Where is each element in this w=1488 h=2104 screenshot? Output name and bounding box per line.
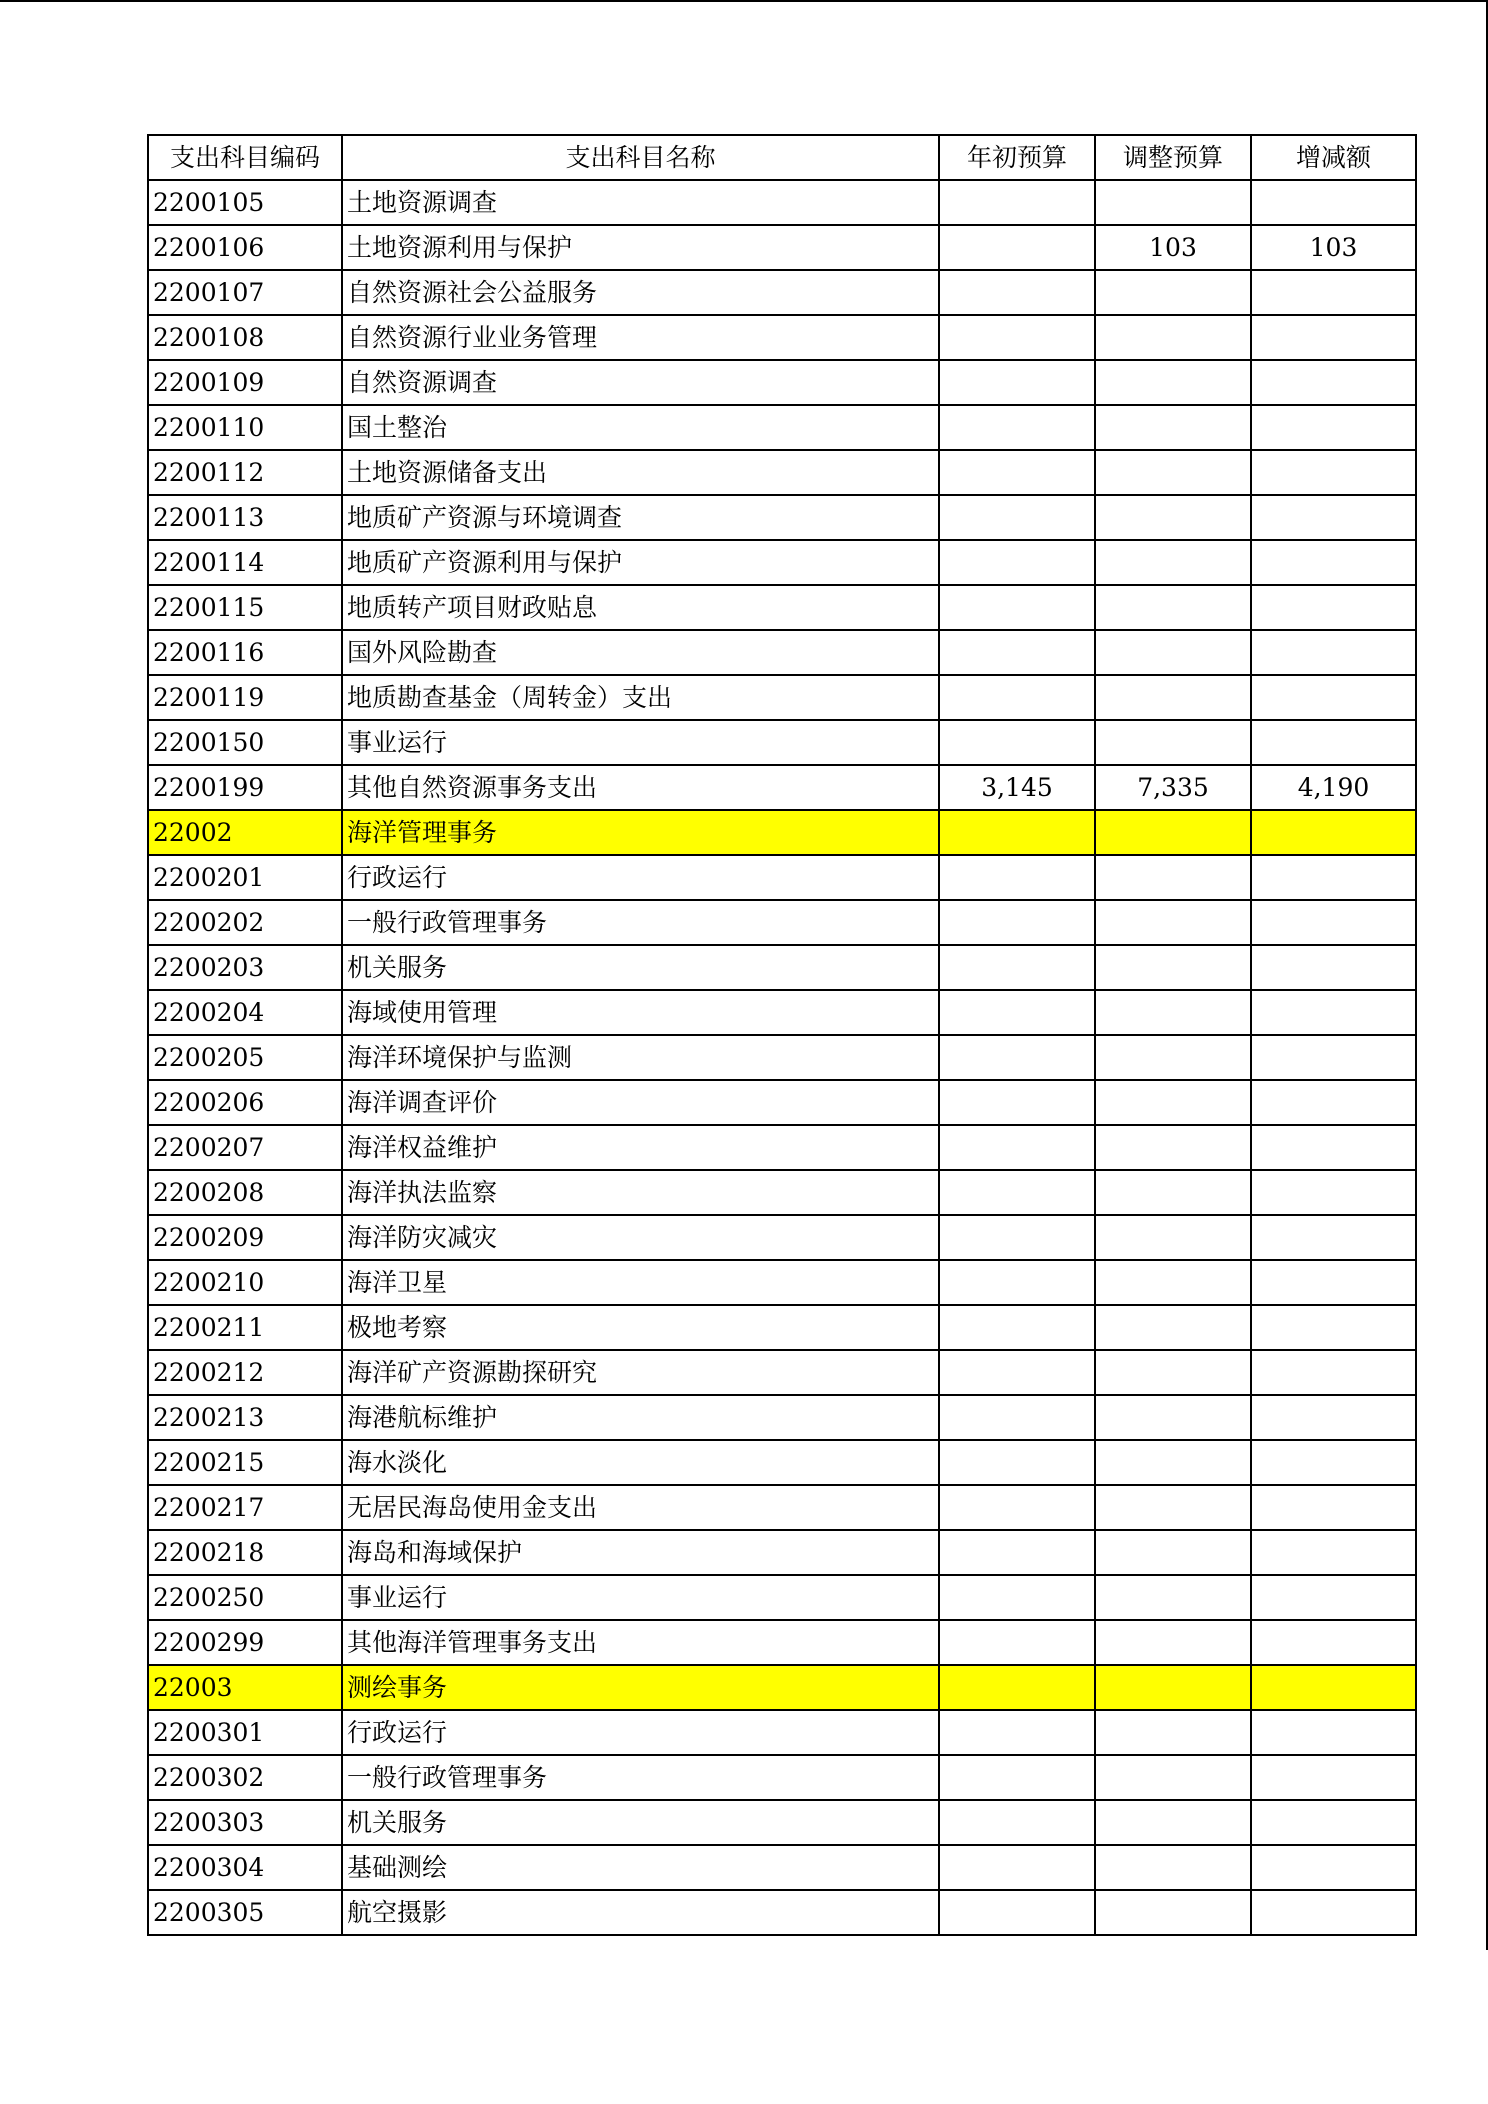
table-row xyxy=(148,855,1416,900)
cell-initial-budget xyxy=(939,1665,1095,1710)
cell-change xyxy=(1251,180,1416,225)
cell-change xyxy=(1251,585,1416,630)
table-row xyxy=(148,1575,1416,1620)
cell-code: 2200199 xyxy=(148,765,342,810)
table-row xyxy=(148,270,1416,315)
cell-change xyxy=(1251,1440,1416,1485)
cell-name: 海岛和海域保护 xyxy=(342,1530,939,1575)
cell-initial-budget xyxy=(939,855,1095,900)
cell-name: 地质转产项目财政贴息 xyxy=(342,585,939,630)
cell-name: 地质勘查基金（周转金）支出 xyxy=(342,675,939,720)
cell-code: 2200108 xyxy=(148,315,342,360)
cell-change xyxy=(1251,1710,1416,1755)
cell-adjusted-budget xyxy=(1095,1845,1251,1890)
cell-initial-budget xyxy=(939,720,1095,765)
table-row xyxy=(148,495,1416,540)
cell-name: 国外风险勘查 xyxy=(342,630,939,675)
table-row xyxy=(148,1035,1416,1080)
cell-adjusted-budget xyxy=(1095,180,1251,225)
cell-code: 2200213 xyxy=(148,1395,342,1440)
cell-initial-budget xyxy=(939,1125,1095,1170)
cell-adjusted-budget xyxy=(1095,270,1251,315)
cell-initial-budget xyxy=(939,1260,1095,1305)
cell-adjusted-budget xyxy=(1095,450,1251,495)
cell-code: 2200303 xyxy=(148,1800,342,1845)
cell-change xyxy=(1251,1170,1416,1215)
cell-initial-budget xyxy=(939,1215,1095,1260)
cell-initial-budget xyxy=(939,360,1095,405)
table-row xyxy=(148,990,1416,1035)
cell-adjusted-budget xyxy=(1095,900,1251,945)
cell-name: 海洋调查评价 xyxy=(342,1080,939,1125)
cell-name: 海洋环境保护与监测 xyxy=(342,1035,939,1080)
table-row xyxy=(148,1260,1416,1305)
table-row xyxy=(148,360,1416,405)
table-row xyxy=(148,1710,1416,1755)
cell-initial-budget xyxy=(939,810,1095,855)
cell-initial-budget xyxy=(939,630,1095,675)
cell-change xyxy=(1251,1620,1416,1665)
cell-code: 2200211 xyxy=(148,1305,342,1350)
header-name: 支出科目名称 xyxy=(342,135,939,180)
cell-change xyxy=(1251,1395,1416,1440)
cell-name: 自然资源调查 xyxy=(342,360,939,405)
cell-initial-budget xyxy=(939,1890,1095,1935)
cell-change xyxy=(1251,675,1416,720)
cell-change xyxy=(1251,855,1416,900)
page-right-border xyxy=(1484,0,1488,1950)
cell-adjusted-budget xyxy=(1095,1800,1251,1845)
cell-name: 一般行政管理事务 xyxy=(342,900,939,945)
cell-initial-budget xyxy=(939,1350,1095,1395)
cell-adjusted-budget xyxy=(1095,1620,1251,1665)
cell-code: 2200205 xyxy=(148,1035,342,1080)
cell-initial-budget xyxy=(939,180,1095,225)
cell-code: 2200208 xyxy=(148,1170,342,1215)
cell-initial-budget xyxy=(939,1710,1095,1755)
cell-change xyxy=(1251,1035,1416,1080)
table-row xyxy=(148,675,1416,720)
cell-change xyxy=(1251,1665,1416,1710)
cell-change xyxy=(1251,315,1416,360)
cell-change xyxy=(1251,810,1416,855)
cell-name: 其他海洋管理事务支出 xyxy=(342,1620,939,1665)
cell-change: 103 xyxy=(1251,225,1416,270)
cell-adjusted-budget xyxy=(1095,1215,1251,1260)
cell-adjusted-budget xyxy=(1095,1665,1251,1710)
cell-code: 2200304 xyxy=(148,1845,342,1890)
cell-name: 无居民海岛使用金支出 xyxy=(342,1485,939,1530)
cell-name: 土地资源调查 xyxy=(342,180,939,225)
cell-name: 极地考察 xyxy=(342,1305,939,1350)
table-row xyxy=(148,1395,1416,1440)
cell-adjusted-budget xyxy=(1095,1170,1251,1215)
cell-name: 航空摄影 xyxy=(342,1890,939,1935)
cell-name: 事业运行 xyxy=(342,720,939,765)
table-body xyxy=(148,180,1416,1935)
cell-adjusted-budget xyxy=(1095,495,1251,540)
cell-name: 海水淡化 xyxy=(342,1440,939,1485)
cell-initial-budget xyxy=(939,315,1095,360)
cell-change xyxy=(1251,360,1416,405)
cell-change xyxy=(1251,1260,1416,1305)
cell-name: 国土整治 xyxy=(342,405,939,450)
cell-code: 2200250 xyxy=(148,1575,342,1620)
cell-change xyxy=(1251,270,1416,315)
cell-change xyxy=(1251,540,1416,585)
cell-code: 2200109 xyxy=(148,360,342,405)
cell-name: 行政运行 xyxy=(342,1710,939,1755)
cell-adjusted-budget xyxy=(1095,1440,1251,1485)
cell-code: 2200206 xyxy=(148,1080,342,1125)
cell-change xyxy=(1251,1530,1416,1575)
cell-code: 2200215 xyxy=(148,1440,342,1485)
cell-code: 2200209 xyxy=(148,1215,342,1260)
cell-change xyxy=(1251,1305,1416,1350)
table-row xyxy=(148,1485,1416,1530)
cell-initial-budget xyxy=(939,990,1095,1035)
cell-code: 2200202 xyxy=(148,900,342,945)
table-row xyxy=(148,1215,1416,1260)
cell-adjusted-budget xyxy=(1095,405,1251,450)
table-row xyxy=(148,225,1416,270)
cell-code: 2200299 xyxy=(148,1620,342,1665)
cell-name: 海洋执法监察 xyxy=(342,1170,939,1215)
table-row xyxy=(148,900,1416,945)
cell-name: 海域使用管理 xyxy=(342,990,939,1035)
cell-code: 22002 xyxy=(148,810,342,855)
cell-initial-budget xyxy=(939,1800,1095,1845)
table-row xyxy=(148,1350,1416,1395)
cell-adjusted-budget xyxy=(1095,540,1251,585)
cell-adjusted-budget xyxy=(1095,1530,1251,1575)
cell-change xyxy=(1251,1575,1416,1620)
cell-name: 海洋权益维护 xyxy=(342,1125,939,1170)
cell-adjusted-budget xyxy=(1095,810,1251,855)
cell-adjusted-budget xyxy=(1095,1485,1251,1530)
header-row xyxy=(148,135,1416,180)
cell-code: 2200217 xyxy=(148,1485,342,1530)
cell-initial-budget xyxy=(939,1755,1095,1800)
cell-code: 2200119 xyxy=(148,675,342,720)
cell-change: 4,190 xyxy=(1251,765,1416,810)
cell-code: 2200107 xyxy=(148,270,342,315)
table-row xyxy=(148,1800,1416,1845)
cell-initial-budget xyxy=(939,585,1095,630)
cell-code: 2200203 xyxy=(148,945,342,990)
cell-name: 海港航标维护 xyxy=(342,1395,939,1440)
table-row xyxy=(148,1890,1416,1935)
cell-initial-budget xyxy=(939,1305,1095,1350)
cell-change xyxy=(1251,720,1416,765)
cell-adjusted-budget xyxy=(1095,720,1251,765)
cell-name: 海洋卫星 xyxy=(342,1260,939,1305)
table-row xyxy=(148,1125,1416,1170)
cell-initial-budget xyxy=(939,900,1095,945)
cell-adjusted-budget xyxy=(1095,1755,1251,1800)
cell-initial-budget xyxy=(939,1035,1095,1080)
cell-adjusted-budget xyxy=(1095,1260,1251,1305)
cell-adjusted-budget xyxy=(1095,1305,1251,1350)
cell-code: 2200110 xyxy=(148,405,342,450)
cell-change xyxy=(1251,1890,1416,1935)
table-row xyxy=(148,1080,1416,1125)
cell-initial-budget xyxy=(939,405,1095,450)
cell-code: 2200115 xyxy=(148,585,342,630)
cell-code: 2200210 xyxy=(148,1260,342,1305)
cell-change xyxy=(1251,1755,1416,1800)
cell-change xyxy=(1251,990,1416,1035)
cell-change xyxy=(1251,945,1416,990)
cell-adjusted-budget xyxy=(1095,630,1251,675)
cell-adjusted-budget xyxy=(1095,1710,1251,1755)
table-row xyxy=(148,585,1416,630)
table-row xyxy=(148,630,1416,675)
page-top-border xyxy=(0,0,1488,4)
cell-adjusted-budget xyxy=(1095,1395,1251,1440)
cell-code: 2200116 xyxy=(148,630,342,675)
cell-initial-budget xyxy=(939,1080,1095,1125)
cell-adjusted-budget: 7,335 xyxy=(1095,765,1251,810)
table-row xyxy=(148,1845,1416,1890)
table-row xyxy=(148,765,1416,810)
cell-name: 机关服务 xyxy=(342,945,939,990)
table-row xyxy=(148,1170,1416,1215)
cell-initial-budget xyxy=(939,945,1095,990)
cell-adjusted-budget xyxy=(1095,1350,1251,1395)
cell-initial-budget xyxy=(939,1845,1095,1890)
cell-name: 自然资源行业业务管理 xyxy=(342,315,939,360)
table-row xyxy=(148,810,1416,855)
cell-name: 海洋管理事务 xyxy=(342,810,939,855)
table-row xyxy=(148,1305,1416,1350)
cell-change xyxy=(1251,495,1416,540)
cell-change xyxy=(1251,1800,1416,1845)
cell-code: 2200105 xyxy=(148,180,342,225)
cell-change xyxy=(1251,1080,1416,1125)
cell-adjusted-budget xyxy=(1095,855,1251,900)
cell-change xyxy=(1251,1350,1416,1395)
header-change: 增减额 xyxy=(1251,135,1416,180)
table-row xyxy=(148,1440,1416,1485)
cell-change xyxy=(1251,1485,1416,1530)
cell-code: 2200112 xyxy=(148,450,342,495)
cell-initial-budget xyxy=(939,225,1095,270)
cell-initial-budget xyxy=(939,1620,1095,1665)
cell-code: 2200114 xyxy=(148,540,342,585)
table-row xyxy=(148,450,1416,495)
cell-code: 2200201 xyxy=(148,855,342,900)
table-row xyxy=(148,180,1416,225)
cell-name: 测绘事务 xyxy=(342,1665,939,1710)
cell-code: 2200106 xyxy=(148,225,342,270)
cell-change xyxy=(1251,1125,1416,1170)
cell-change xyxy=(1251,1215,1416,1260)
cell-initial-budget xyxy=(939,270,1095,315)
cell-code: 2200305 xyxy=(148,1890,342,1935)
cell-name: 海洋矿产资源勘探研究 xyxy=(342,1350,939,1395)
cell-name: 基础测绘 xyxy=(342,1845,939,1890)
table-row xyxy=(148,405,1416,450)
cell-code: 2200207 xyxy=(148,1125,342,1170)
cell-name: 地质矿产资源利用与保护 xyxy=(342,540,939,585)
cell-name: 事业运行 xyxy=(342,1575,939,1620)
cell-change xyxy=(1251,405,1416,450)
cell-name: 一般行政管理事务 xyxy=(342,1755,939,1800)
cell-name: 机关服务 xyxy=(342,1800,939,1845)
cell-initial-budget xyxy=(939,450,1095,495)
cell-code: 2200301 xyxy=(148,1710,342,1755)
cell-adjusted-budget xyxy=(1095,1035,1251,1080)
table-row xyxy=(148,720,1416,765)
cell-name: 其他自然资源事务支出 xyxy=(342,765,939,810)
cell-name: 地质矿产资源与环境调查 xyxy=(342,495,939,540)
cell-initial-budget xyxy=(939,1575,1095,1620)
cell-adjusted-budget xyxy=(1095,360,1251,405)
cell-initial-budget xyxy=(939,1395,1095,1440)
table-row xyxy=(148,945,1416,990)
header-adjusted-budget: 调整预算 xyxy=(1095,135,1251,180)
table-row xyxy=(148,315,1416,360)
table-row xyxy=(148,1665,1416,1710)
cell-adjusted-budget xyxy=(1095,1575,1251,1620)
cell-initial-budget xyxy=(939,1485,1095,1530)
table-row xyxy=(148,540,1416,585)
cell-adjusted-budget xyxy=(1095,990,1251,1035)
cell-code: 2200302 xyxy=(148,1755,342,1800)
table-row xyxy=(148,1530,1416,1575)
cell-initial-budget xyxy=(939,1170,1095,1215)
cell-adjusted-budget xyxy=(1095,1080,1251,1125)
table-row xyxy=(148,1755,1416,1800)
cell-adjusted-budget xyxy=(1095,945,1251,990)
cell-change xyxy=(1251,630,1416,675)
header-code: 支出科目编码 xyxy=(148,135,342,180)
cell-code: 2200150 xyxy=(148,720,342,765)
cell-name: 海洋防灾减灾 xyxy=(342,1215,939,1260)
cell-adjusted-budget xyxy=(1095,315,1251,360)
cell-initial-budget: 3,145 xyxy=(939,765,1095,810)
cell-initial-budget xyxy=(939,1530,1095,1575)
cell-name: 行政运行 xyxy=(342,855,939,900)
cell-name: 自然资源社会公益服务 xyxy=(342,270,939,315)
cell-code: 2200113 xyxy=(148,495,342,540)
cell-initial-budget xyxy=(939,540,1095,585)
cell-code: 2200218 xyxy=(148,1530,342,1575)
cell-code: 22003 xyxy=(148,1665,342,1710)
cell-code: 2200204 xyxy=(148,990,342,1035)
cell-name: 土地资源储备支出 xyxy=(342,450,939,495)
cell-adjusted-budget xyxy=(1095,585,1251,630)
cell-code: 2200212 xyxy=(148,1350,342,1395)
cell-adjusted-budget: 103 xyxy=(1095,225,1251,270)
cell-change xyxy=(1251,900,1416,945)
cell-initial-budget xyxy=(939,495,1095,540)
cell-change xyxy=(1251,1845,1416,1890)
cell-change xyxy=(1251,450,1416,495)
table-row xyxy=(148,1620,1416,1665)
cell-adjusted-budget xyxy=(1095,1125,1251,1170)
cell-name: 土地资源利用与保护 xyxy=(342,225,939,270)
cell-initial-budget xyxy=(939,1440,1095,1485)
cell-adjusted-budget xyxy=(1095,1890,1251,1935)
cell-adjusted-budget xyxy=(1095,675,1251,720)
cell-initial-budget xyxy=(939,675,1095,720)
budget-table xyxy=(147,134,1417,1936)
header-initial-budget: 年初预算 xyxy=(939,135,1095,180)
